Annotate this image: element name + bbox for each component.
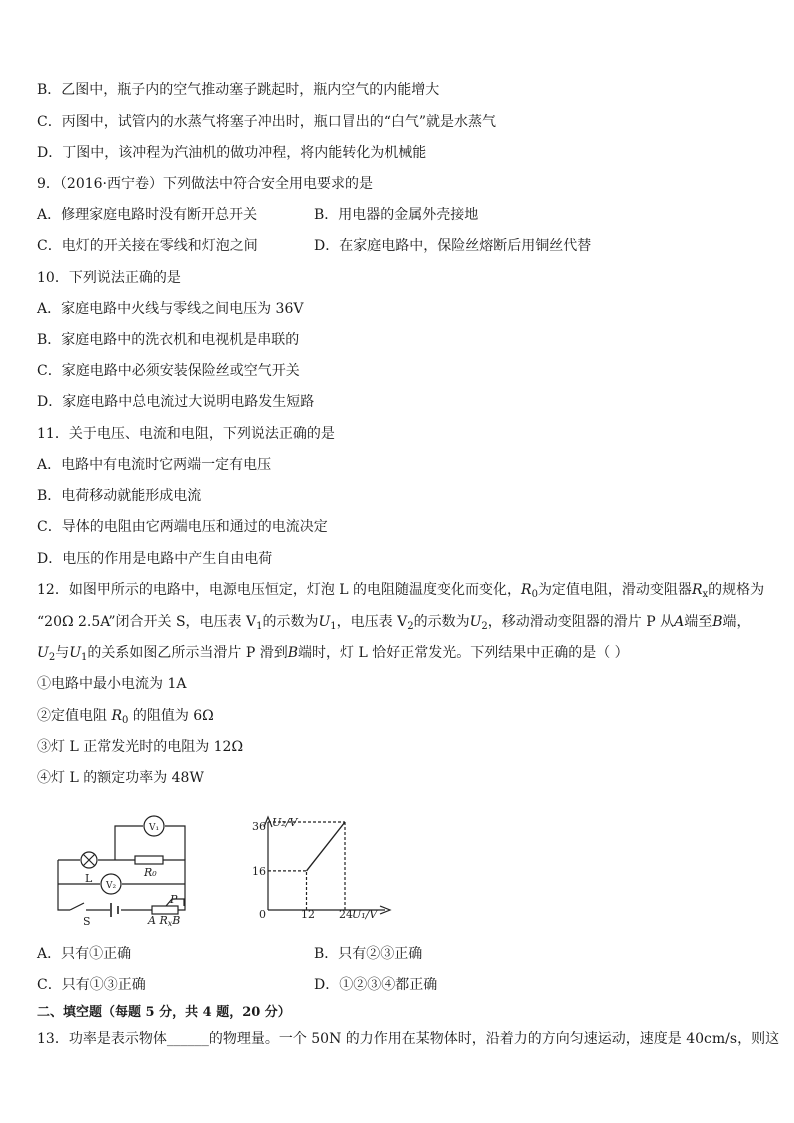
switch-icon xyxy=(70,903,84,910)
graph-ytick-36: 36 xyxy=(252,820,266,833)
question-11: 11．关于电压、电流和电阻，下列说法正确的是 xyxy=(37,426,335,442)
graph-x-label: U₁/V xyxy=(352,908,378,921)
q11-option-a: A．电路中有电流时它两端一定有电压 xyxy=(37,457,272,473)
resistor-r0-icon xyxy=(135,856,163,864)
q9-option-a: A．修理家庭电路时没有断开总开关 xyxy=(37,207,258,223)
q12-option-a: A．只有①正确 xyxy=(37,946,132,962)
question-13: 13．功率是表示物体______的物理量。一个 50N 的力作用在某物体时，沿着力的方向匀速运动，速度是 40cm/s，则这 xyxy=(37,1031,780,1047)
graph-ytick-16: 16 xyxy=(252,865,266,878)
q9-option-d: D．在家庭电路中，保险丝熔断后用铜丝代替 xyxy=(314,238,592,254)
question-9: 9．（2016·西宁卷）下列做法中符合安全用电要求的是 xyxy=(37,176,373,192)
u2-u1-chart xyxy=(268,822,345,910)
q9-option-c: C．电灯的开关接在零线和灯泡之间 xyxy=(37,238,258,254)
lamp-label: L xyxy=(85,872,93,885)
slider-p-label: P xyxy=(170,893,178,906)
q11-option-d: D．电压的作用是电路中产生自由电荷 xyxy=(37,551,273,567)
question-10: 10．下列说法正确的是 xyxy=(37,270,181,286)
series-line xyxy=(307,822,346,871)
q12-option-c: C．只有①③正确 xyxy=(37,977,146,993)
q10-option-b: B．家庭电路中的洗衣机和电视机是串联的 xyxy=(37,332,300,348)
q11-option-c: C．导体的电阻由它两端电压和通过的电流决定 xyxy=(37,519,328,535)
graph-origin: 0 xyxy=(259,908,266,921)
battery-icon xyxy=(111,903,118,917)
option-d-line: D．丁图中，该冲程为汽油机的做功冲程，将内能转化为机械能 xyxy=(37,145,427,161)
q12-option-b: B．只有②③正确 xyxy=(314,946,423,962)
q12-line-3: $U_2$与$U_1$的关系如图乙所示当滑片 P 滑到B端时，灯 L 恰好正常发光。下列结果中正确的是（ ） xyxy=(37,645,629,663)
q9-option-b: B．用电器的金属外壳接地 xyxy=(314,207,479,223)
option-c-line: C．丙图中，试管内的水蒸气将塞子冲出时，瓶口冒出的“白气”就是水蒸气 xyxy=(37,114,497,130)
section-2-heading: 二、填空题（每题 5 分，共 4 题，20 分） xyxy=(37,1005,291,1020)
circuit-diagram xyxy=(58,816,185,917)
q10-option-a: A．家庭电路中火线与零线之间电压为 36V xyxy=(37,301,304,317)
q10-option-d: D．家庭电路中总电流过大说明电路发生短路 xyxy=(37,394,315,410)
q12-statement-4: ④灯 L 的额定功率为 48W xyxy=(37,770,204,786)
q12-statement-3: ③灯 L 正常发光时的电阻为 12Ω xyxy=(37,739,244,755)
q12-statement-2: ②定值电阻 $R_0$ 的阻值为 6Ω xyxy=(37,708,214,726)
q12-statement-1: ①电路中最小电流为 1A xyxy=(37,676,187,692)
v2-label: V₂ xyxy=(106,881,117,891)
q10-option-c: C．家庭电路中必须安装保险丝或空气开关 xyxy=(37,363,300,379)
graph-axes xyxy=(264,817,390,914)
rheostat-label: A RxB xyxy=(148,914,181,928)
q12-line-2: “20Ω 2.5A”闭合开关 S，电压表 $V_1$的示数为$U_1$，电压表 $V_2$的示数为$U_2$，移动滑动变阻器的滑片 P 从A端至B端， xyxy=(37,614,751,632)
switch-label: S xyxy=(83,915,91,928)
graph-y-label: U₂/V xyxy=(272,816,298,829)
v1-label: V₁ xyxy=(149,823,160,833)
q12-option-d: D．①②③④都正确 xyxy=(314,977,438,993)
option-b-line: B．乙图中，瓶子内的空气推动塞子跳起时，瓶内空气的内能增大 xyxy=(37,82,440,98)
graph-xtick-12: 12 xyxy=(301,908,315,921)
q12-line-1: 12．如图甲所示的电路中，电源电压恒定，灯泡 L 的电阻随温度变化而变化，$R_0$为定值电阻，滑动变阻器$R_x$的规格为 xyxy=(37,582,765,600)
r0-label: R₀ xyxy=(144,866,157,879)
q11-option-b: B．电荷移动就能形成电流 xyxy=(37,488,202,504)
graph-xtick-24: 24 xyxy=(339,908,353,921)
rheostat-icon xyxy=(152,906,178,914)
